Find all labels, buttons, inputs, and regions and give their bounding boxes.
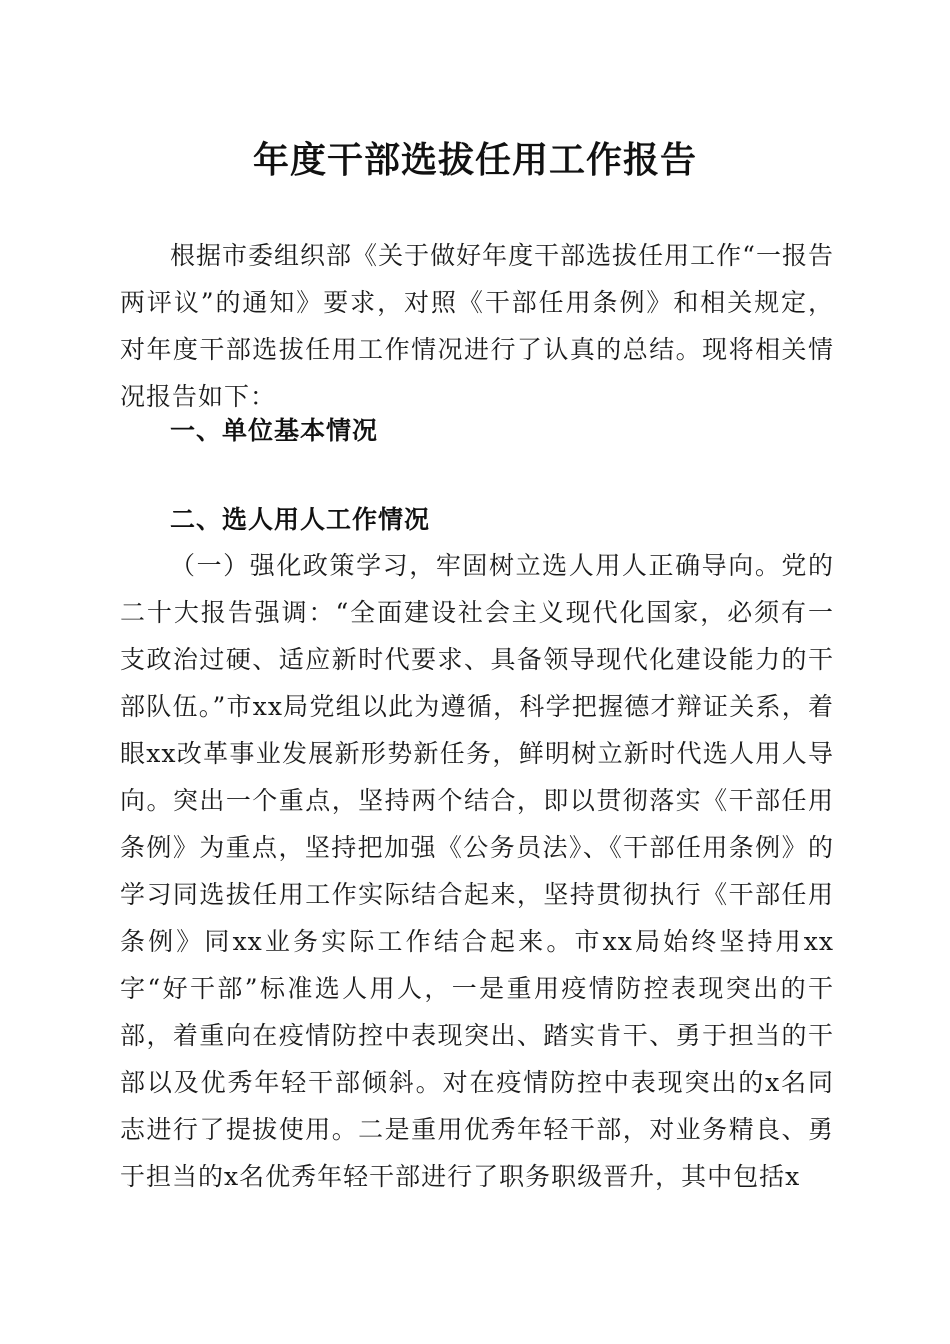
section-1-heading: 一、单位基本情况 — [170, 416, 379, 445]
section-2-body — [120, 542, 834, 1200]
intro-section — [120, 232, 834, 420]
section-2-paragraph: （一）强化政策学习，牢固树立选人用人正确导向。党的二十大报告强调：“全面建设社会主义现代化国家，必须有一支政治过硬、适应新时代要求、具备领导现代化建设能力的干部队伍。”市xx局党组以此为遵循，科学把握德才辩证关系，着眼xx改革事业发展新形势新任务，鲜明树立新时代选人用人导向。突出一个重点，坚持两个结合，即以贯彻落实《干部任用条例》为重点，坚持把加强《公务员法》、《干部任用条例》的学习同选拔任用工作实际结合起来，坚持贯彻执行《干部任用条例》同xx业务实际工作结合起来。市xx局始终坚持用xx字“好干部”标准选人用人，一是重用疫情防控表现突出的干部，着重向在疫情防控中表现突出、踏实肯干、勇于担当的干部以及优秀年轻干部倾斜。对在疫情防控中表现突出的x名同志进行了提拔使用。二是重用优秀年轻干部，对业务精良、勇于担当的x名优秀年轻干部进行了职务职级晋升，其中包括x — [120, 551, 834, 1191]
section-2-heading: 二、选人用人工作情况 — [170, 505, 431, 534]
intro-paragraph: 根据市委组织部《关于做好年度干部选拔任用工作“一报告两评议”的通知》要求，对照《干部任用条例》和相关规定，对年度干部选拔任用工作情况进行了认真的总结。现将相关情况报告如下： — [120, 241, 834, 411]
document-title: 年度干部选拔任用工作报告 — [252, 139, 697, 181]
